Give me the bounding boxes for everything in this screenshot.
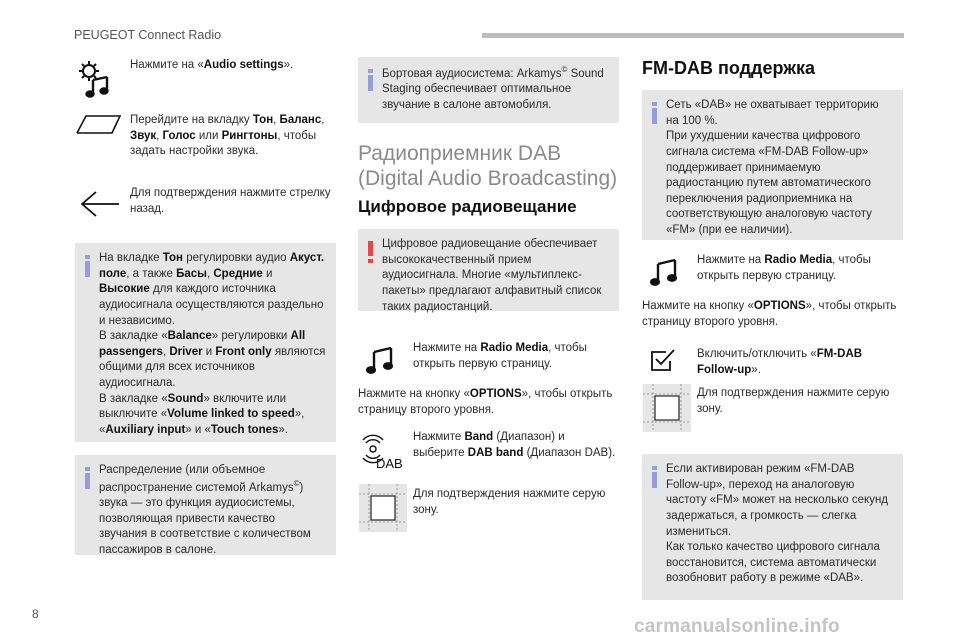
info-icon bbox=[652, 466, 657, 488]
warning-note-text: Цифровое радиовещание обеспечивает высококачественный прием аудиосигнала. Многие «мультиплекс-пакеты» предлагают алфавитный список таких радиостанций. bbox=[382, 238, 602, 313]
step-radio-media-2: Нажмите на Radio Media, чтобы открыть первую страницу. bbox=[697, 254, 871, 282]
warning-note-digital-radio bbox=[358, 229, 619, 311]
step-select-tab: Перейдите на вкладку Тон, Баланс, Звук, Голос или Рингтоны, чтобы задать настройки звука. bbox=[130, 114, 325, 158]
step-audio-settings: Нажмите на «Audio settings». bbox=[130, 59, 294, 71]
settings-music-icon bbox=[76, 58, 112, 98]
step-select-dab-band: Нажмите Band (Диапазон) и выберите DAB band (Диапазон DAB). bbox=[413, 431, 616, 459]
section-heading-fm-dab: FM-DAB поддержка bbox=[642, 58, 816, 78]
info-note-dab-coverage bbox=[642, 90, 903, 240]
info-note-fm-dab-follow bbox=[642, 454, 903, 600]
checkbox-icon bbox=[650, 348, 676, 372]
grey-zone-icon bbox=[359, 484, 407, 532]
info-note-arkamys bbox=[75, 455, 336, 555]
step-radio-media: Нажмите на Radio Media, чтобы открыть первую страницу. bbox=[413, 342, 587, 370]
info-note-fm-dab-follow-text: Если активирован режим «FM-DAB Follow-up», переход на аналоговую частоту «FM» может на несколько секунд задержаться, а громкость — слегка измениться. Как только качество цифрового сигнала восстановится, система автоматически возобновит работу в режиме «DAB». bbox=[666, 463, 889, 585]
info-icon bbox=[368, 69, 373, 91]
dab-radio-icon bbox=[360, 436, 406, 470]
back-arrow-icon bbox=[80, 190, 120, 218]
step-options: Нажмите на кнопку «OPTIONS», чтобы открыть страницу второго уровня. bbox=[358, 388, 613, 416]
tabs-icon bbox=[76, 114, 121, 134]
step-toggle-fm-dab: Включить/отключить «FM-DAB Follow-up». bbox=[697, 348, 863, 376]
watermark: carmanualsonline.info bbox=[634, 616, 840, 637]
step-grey-zone-confirm-2: Для подтверждения нажмите серую зону. bbox=[697, 387, 890, 415]
document-header-title: PEUGEOT Connect Radio bbox=[74, 28, 222, 42]
grey-zone-icon bbox=[643, 384, 691, 432]
info-note-sound-staging bbox=[358, 57, 619, 123]
info-note-arkamys-text: Распределение (или объемное распространение системой Arkamys©) звука — это функция аудиосистемы, позволяющая привести качество звучания в соответствие с количеством пассажиров в салоне. bbox=[99, 464, 311, 556]
subheading-digital-radio: Цифровое радиовещание bbox=[358, 197, 577, 216]
step-back-confirm: Для подтверждения нажмите стрелку назад. bbox=[130, 187, 331, 215]
info-icon bbox=[652, 102, 657, 124]
dab-icon-label: DAB bbox=[376, 456, 403, 471]
step-options-2: Нажмите на кнопку «OPTIONS», чтобы открыть страницу второго уровня. bbox=[642, 300, 897, 328]
step-grey-zone-confirm: Для подтверждения нажмите серую зону. bbox=[413, 488, 606, 516]
info-icon bbox=[85, 255, 90, 277]
info-note-dab-coverage-text: Сеть «DAB» не охватывает территорию на 100 %. При ухудшении качества цифрового сигнала система «FM-DAB Follow-up» поддерживает принимаемую радиостанцию путем автоматического переключения радиоприемника на соответствующую аналоговую частоту «FM» (при ее наличии). bbox=[666, 99, 879, 236]
music-note-icon bbox=[650, 257, 680, 287]
page-number: 8 bbox=[32, 607, 39, 621]
info-icon bbox=[85, 467, 90, 489]
header-rule bbox=[482, 33, 904, 38]
info-note-sound-staging-text: Бортовая аудиосистема: Arkamys© Sound Staging обеспечивает оптимальное звучание в салоне автомобиля. bbox=[382, 65, 604, 112]
info-note-tone bbox=[75, 243, 336, 442]
warning-icon bbox=[368, 241, 373, 263]
info-note-tone-text: На вкладке Тон регулировки аудио Акуст. поле, а также Басы, Средние и Высокие для каждого источника аудиосигнала осуществляются раздельно и независимо. В закладке «Balance» регулировки All passengers, Driver и Front only являются общими для всех источников аудиосигнала. В закладке «Sound» включите или выключите «Volume linked to speed», «Auxiliary input» и «Touch tones». bbox=[99, 252, 326, 436]
music-note-icon bbox=[366, 345, 396, 375]
section-heading-dab: Радиоприемник DAB (Digital Audio Broadcasting) bbox=[358, 142, 618, 190]
